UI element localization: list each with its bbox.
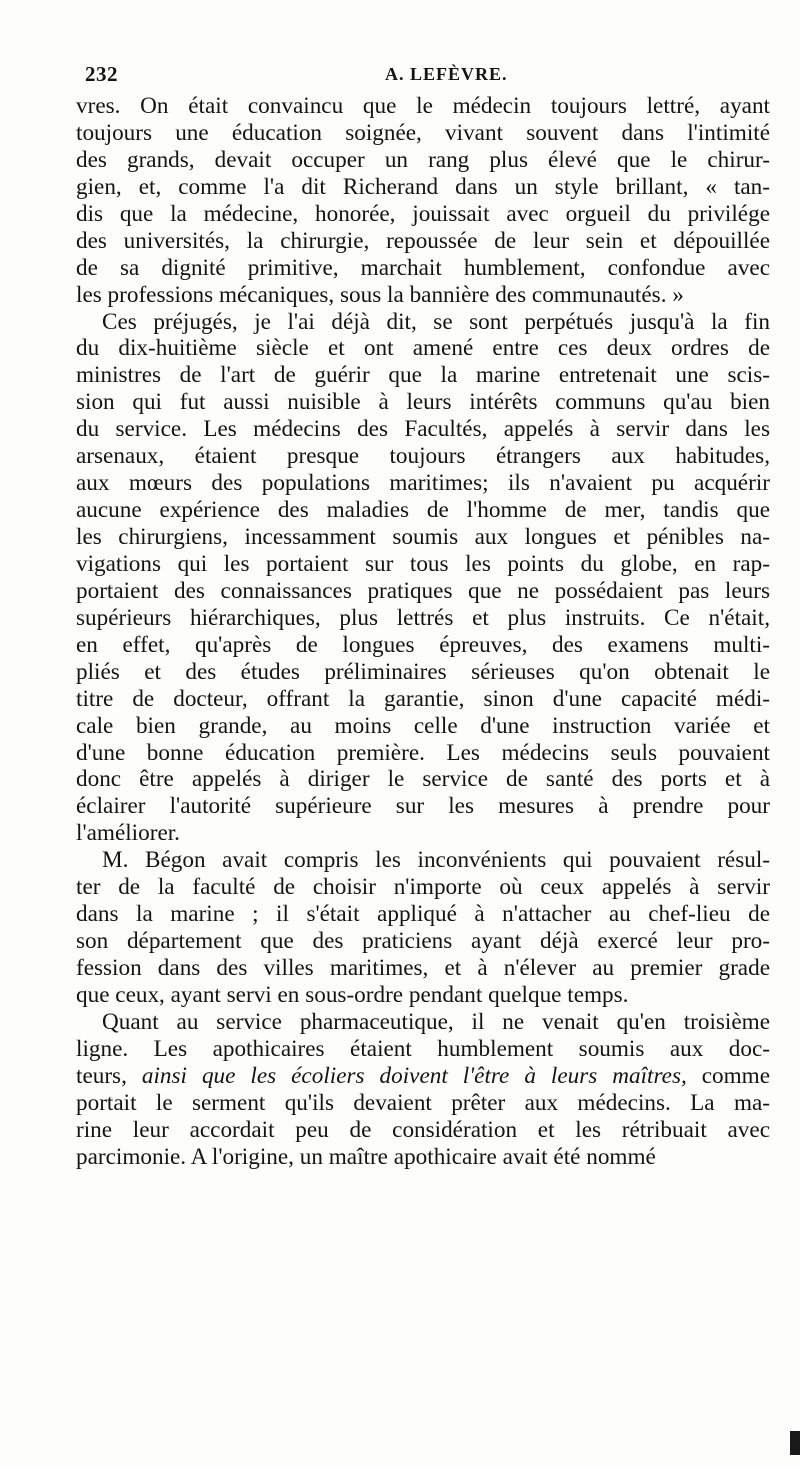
text-line: aux mœurs des populations maritimes; ils n'avaient pu acquérir <box>76 470 770 497</box>
text-line: fession dans des villes maritimes, et à n'élever au premier grade <box>76 955 770 981</box>
text-line: aucune expérience des maladies de l'homme de mer, tandis que <box>76 497 770 524</box>
text-line: son département que des praticiens ayant déjà exercé leur pro- <box>76 928 770 955</box>
paragraph-3 <box>76 847 770 1009</box>
text-line: vigations qui les portaient sur tous les points du globe, en rap- <box>76 550 770 577</box>
text-line: d'une bonne éducation première. Les médecins seuls pouvaient <box>76 739 770 766</box>
text-line: sion qui fut aussi nuisible à leurs intérêts communs qu'au bien <box>76 389 770 416</box>
header-title: A. LEFÈVRE. <box>385 64 508 84</box>
text-line: rine leur accordait peu de considération et les rétribuait avec <box>76 1116 770 1143</box>
text-line: toujours une éducation soignée, vivant souvent dans l'intimité <box>76 119 770 146</box>
text-line: que ceux, ayant servi en sous-ordre pendant quelque temps. <box>76 981 629 1008</box>
text-line: éclairer l'autorité supérieure sur les mesures à prendre pour <box>76 793 770 820</box>
text-line: arsenaux, étaient presque toujours étrangers aux habitudes, <box>76 443 770 470</box>
text-line: ministres de l'art de guérir que la marine entretenait une scis- <box>76 362 770 389</box>
text-line: Ces préjugés, je l'ai déjà dit, se sont perpétués jusqu'à la fin <box>102 308 770 335</box>
paragraph-1 <box>76 93 770 309</box>
paragraph-2 <box>76 309 770 848</box>
text-line: dis que la médecine, honorée, jouissait avec orgueil du privilége <box>76 200 770 227</box>
body-text <box>76 93 770 1171</box>
text-line-with-italic <box>76 1063 770 1090</box>
text-line: titre de docteur, offrant la garantie, sinon d'une capacité médi- <box>76 685 770 712</box>
text-line: vres. On était convaincu que le médecin toujours lettré, ayant <box>76 93 770 119</box>
text-line: dans la marine ; il s'était appliqué à n'attacher au chef-lieu de <box>76 901 770 928</box>
italic-phrase: ainsi que les écoliers doivent l'être à leurs maîtres, <box>141 1062 687 1089</box>
text-line: donc être appelés à diriger le service de santé des ports et à <box>76 766 770 793</box>
text-line: M. Bégon avait compris les inconvénients qui pouvaient résul- <box>102 847 770 874</box>
text-line: cale bien grande, au moins celle d'une instruction variée et <box>76 712 770 739</box>
text-line: des universités, la chirurgie, repoussée de leur sein et dépouillée <box>76 227 770 254</box>
text-line: Quant au service pharmaceutique, il ne venait qu'en troisième <box>102 1008 770 1035</box>
text-line: ligne. Les apothicaires étaient humblement soumis aux doc- <box>76 1035 770 1062</box>
text-line: de sa dignité primitive, marchait humblement, confondue avec <box>76 254 770 281</box>
text-line: les chirurgiens, incessamment soumis aux longues et pénibles na- <box>76 524 770 550</box>
page-number: 232 <box>85 62 118 86</box>
text-line: ter de la faculté de choisir n'importe où ceux appelés à servir <box>76 874 770 901</box>
text-line: gien, et, comme l'a dit Richerand dans un style brillant, « tan- <box>76 173 770 200</box>
text-line: pliés et des études préliminaires sérieuses qu'on obtenait le <box>76 658 770 685</box>
text-line: l'améliorer. <box>76 820 180 847</box>
text-line: en effet, qu'après de longues épreuves, des examens multi- <box>76 631 770 658</box>
text-line: des grands, devait occuper un rang plus élevé que le chirur- <box>76 146 770 173</box>
line-end: comme <box>686 1062 770 1089</box>
text-line: du service. Les médecins des Facultés, appelés à servir dans les <box>76 416 770 443</box>
text-line: portait le serment qu'ils devaient prêter aux médecins. La ma- <box>76 1089 770 1116</box>
text-line: supérieurs hiérarchiques, plus lettrés et plus instruits. Ce n'était, <box>76 604 770 631</box>
text-line: portaient des connaissances pratiques que ne possédaient pas leurs <box>76 577 770 604</box>
line-start: teurs, <box>76 1062 142 1089</box>
paragraph-4 <box>76 1009 770 1171</box>
text-line: les professions mécaniques, sous la bannière des communautés. » <box>76 281 684 308</box>
text-line: parcimonie. A l'origine, un maître apothicaire avait été nommé <box>76 1143 656 1170</box>
scan-edge-mark <box>790 1431 800 1455</box>
running-head <box>85 56 765 88</box>
text-line: du dix-huitième siècle et ont amené entre ces deux ordres de <box>76 335 770 362</box>
